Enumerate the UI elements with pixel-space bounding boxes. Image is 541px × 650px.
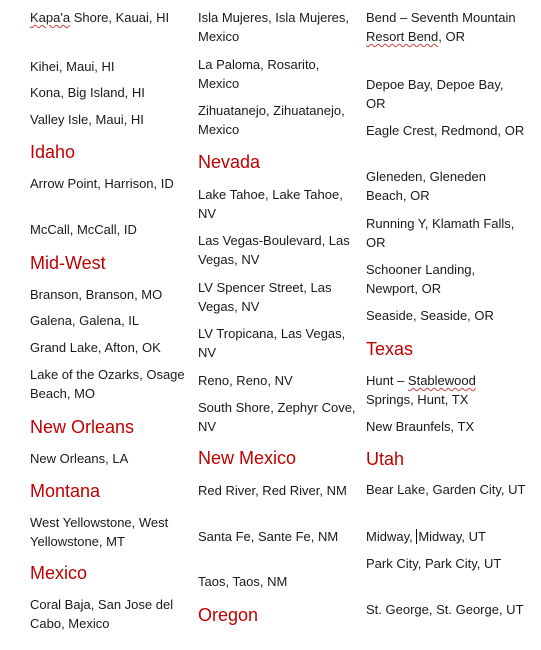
resort-entry: Grand Lake, Afton, OK — [30, 340, 161, 355]
resort-entry: Arrow Point, Harrison, ID — [30, 176, 174, 191]
resort-entry: Zihuatanejo, Zihuatanejo, Mexico — [198, 103, 345, 137]
section-heading-idaho: Idaho — [30, 142, 76, 162]
section-heading-montana: Montana — [30, 481, 101, 501]
entry-text-part: Hunt – — [366, 373, 408, 388]
resort-entry: Kihei, Maui, HI — [30, 59, 115, 74]
resort-entry: La Paloma, Rosarito, Mexico — [198, 57, 320, 91]
section-heading-utah: Utah — [366, 449, 405, 469]
spellcheck-flagged-text: Resort Bend — [366, 29, 439, 44]
entry-text-part: Springs, Hunt, TX — [366, 392, 469, 407]
resort-entry: Park City, Park City, UT — [366, 556, 502, 571]
entry-text-part: Shore, Kauai, HI — [70, 10, 170, 25]
resort-entry: McCall, McCall, ID — [30, 222, 137, 237]
resort-entry: Santa Fe, Sante Fe, NM — [198, 529, 339, 544]
entry-text-part: , OR — [438, 29, 465, 44]
resort-entry: South Shore, Zephyr Cove, NV — [198, 400, 356, 434]
entry-text-part: Midway, UT — [418, 529, 486, 544]
resort-entry: New Orleans, LA — [30, 451, 129, 466]
section-heading-mid-west: Mid-West — [30, 253, 106, 273]
resort-entry: Bear Lake, Garden City, UT — [366, 482, 526, 497]
resort-entry: Isla Mujeres, Isla Mujeres, Mexico — [198, 10, 349, 44]
section-heading-new-orleans: New Orleans — [30, 417, 135, 437]
resort-entry: Running Y, Klamath Falls, OR — [366, 216, 515, 250]
resort-entry: Las Vegas-Boulevard, Las Vegas, NV — [198, 233, 350, 267]
resort-entry: Galena, Galena, IL — [30, 313, 140, 328]
resort-entry: LV Tropicana, Las Vegas, NV — [198, 326, 346, 360]
resort-entry: Seaside, Seaside, OR — [366, 308, 494, 323]
resort-entry — [366, 527, 526, 546]
resort-entry: Red River, Red River, NM — [198, 483, 347, 498]
resort-entry — [366, 8, 526, 46]
spellcheck-flagged-text: Kapa'a — [30, 10, 71, 25]
entry-text-part: Bend – Seventh Mountain — [366, 10, 516, 25]
spellcheck-flagged-text: Stablewood — [407, 373, 476, 388]
resort-entry: Gleneden, Gleneden Beach, OR — [366, 169, 486, 203]
resort-entry: Schooner Landing, Newport, OR — [366, 262, 476, 296]
resort-entry: Eagle Crest, Redmond, OR — [366, 123, 525, 138]
resort-entry: Coral Baja, San Jose del Cabo, Mexico — [30, 597, 174, 631]
section-heading-new-mexico: New Mexico — [198, 448, 297, 468]
resort-entry: Lake of the Ozarks, Osage Beach, MO — [30, 367, 185, 401]
section-heading-texas: Texas — [366, 339, 414, 359]
resort-entry: Taos, Taos, NM — [198, 574, 288, 589]
section-heading-oregon: Oregon — [198, 605, 259, 625]
resort-entry: Kona, Big Island, HI — [30, 85, 145, 100]
section-heading-mexico: Mexico — [30, 563, 88, 583]
resort-entry: St. George, St. George, UT — [366, 602, 524, 617]
resort-entry: Reno, Reno, NV — [198, 373, 293, 388]
resort-entry: LV Spencer Street, Las Vegas, NV — [198, 280, 332, 314]
resort-entry: Depoe Bay, Depoe Bay, OR — [366, 77, 504, 111]
entry-text-part: Midway, — [366, 529, 417, 544]
resort-entry: Branson, Branson, MO — [30, 287, 163, 302]
resort-entry: Lake Tahoe, Lake Tahoe, NV — [198, 187, 343, 221]
resort-entry: New Braunfels, TX — [366, 419, 475, 434]
resort-entry: Valley Isle, Maui, HI — [30, 112, 144, 127]
resort-entry — [366, 371, 526, 409]
resort-entry — [30, 8, 190, 27]
section-heading-nevada: Nevada — [198, 152, 261, 172]
resort-entry: West Yellowstone, West Yellowstone, MT — [30, 515, 169, 549]
